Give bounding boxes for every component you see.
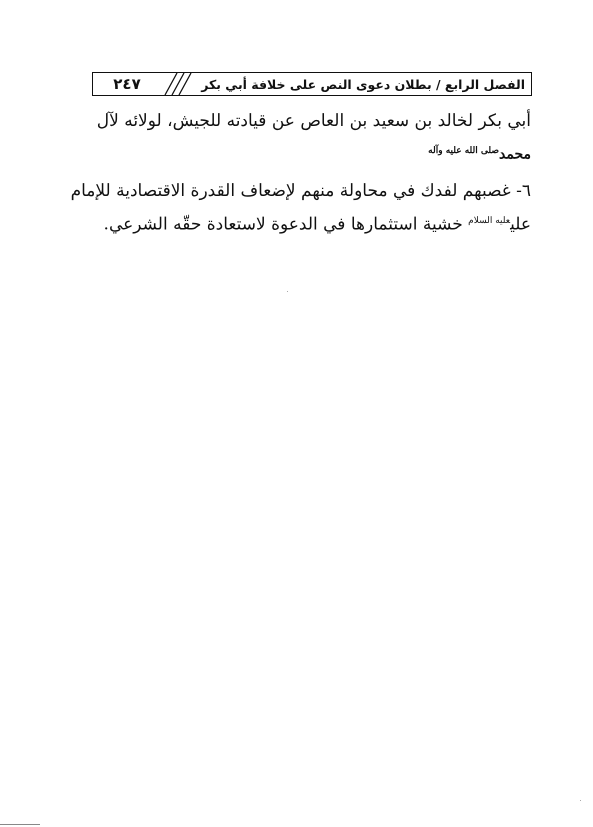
page-header	[92, 72, 532, 96]
paragraph-1-line-2-text: محمد	[499, 146, 531, 163]
chapter-title: الفصل الرابع / بطلان دعوى النص على خلافة أبي بكر	[201, 76, 525, 92]
paragraph-1-line-1: أبي بكر لخالد بن سعيد بن العاص عن قيادته للجيش، لولائه لآل	[96, 111, 531, 131]
paragraph-2-line-2	[51, 206, 531, 240]
paragraph-2-line-2-start: علي	[510, 214, 531, 235]
paragraph-2-line-2-end: خشية استثمارها في الدعوة لاستعادة حقّه الشرعي.	[103, 214, 463, 235]
honorific-saw: صلى الله عليه وآله	[428, 146, 500, 156]
paragraph-2	[51, 176, 531, 240]
header-slash-ornament	[161, 73, 199, 95]
paragraph-1-line-2	[51, 136, 531, 170]
scan-speck	[580, 800, 581, 801]
paragraph-1	[51, 106, 531, 170]
paragraph-2-line-1: ٦- غصبهم لفدك في محاولة منهم لإضعاف القدرة الاقتصادية للإمام	[70, 181, 531, 201]
scan-speck	[287, 291, 288, 292]
scan-edge-mark	[0, 824, 40, 825]
page-number: ٢٤٧	[113, 75, 141, 93]
honorific-as: عليه السلام	[468, 216, 511, 226]
